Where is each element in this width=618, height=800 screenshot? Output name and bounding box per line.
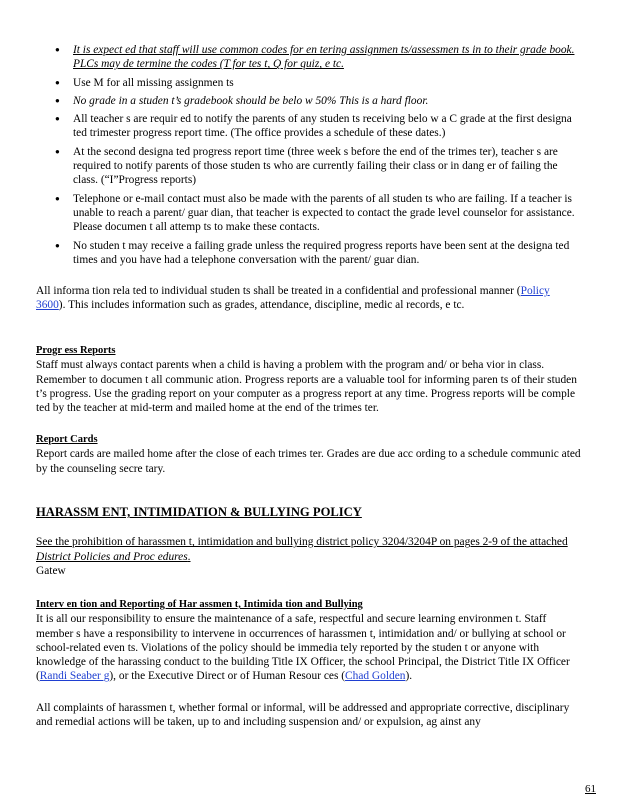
failing-grade-text: No studen t may receive a failing grade unless the required progress reports have been sent at the designa ted times and you have had a telephone conversation with the parent/ guar dian.	[73, 239, 570, 266]
harassment-heading: HARASSM ENT, INTIMIDATION & BULLYING POLICY	[36, 505, 362, 519]
report-cards-section	[36, 433, 581, 476]
page-number: 61	[585, 783, 596, 795]
harassment-section	[36, 505, 581, 578]
report-cards-body: Report cards are mailed home after the close of each trimes ter. Grades are due acc ording to a schedule communic ated by the counseling secre tary.	[36, 448, 581, 475]
chad-golden-link[interactable]: Chad Golden	[345, 670, 406, 683]
first-progress-text: All teacher s are requir ed to notify the parents of any studen ts receiving belo w a C grade at the first designa ted trimester progress report time. (The office provides a schedule of these dates.)	[73, 113, 572, 140]
grade-floor-text: No grade in a studen t’s gradebook should be belo w 50% This is a hard floor.	[73, 94, 429, 107]
grading-policy-list	[55, 43, 585, 271]
randi-seaberg-link[interactable]: Randi Seaber g	[39, 670, 110, 683]
progress-reports-heading: Progr ess Reports	[36, 345, 116, 356]
gatew-text: Gatew	[36, 564, 66, 577]
list-item	[55, 76, 585, 90]
list-item	[55, 43, 585, 72]
confidentiality-paragraph: All informa tion rela ted to individual studen ts shall be treated in a confidential and professional manner (Policy 3600). This includes information such as grades, attendance, discipline, medic al records, e tc.	[36, 285, 550, 312]
list-item	[55, 112, 585, 141]
report-cards-heading: Report Cards	[36, 434, 98, 445]
list-item	[55, 94, 585, 108]
policy-3600-link[interactable]: Policy 3600	[36, 285, 550, 312]
intervention-heading: Interv en tion and Reporting of Har assmen t, Intimida tion and Bullying	[36, 599, 363, 610]
intervention-section	[36, 598, 581, 684]
list-item	[55, 239, 585, 268]
list-item	[55, 145, 585, 188]
contact-parents-text: Telephone or e-mail contact must also be made with the parents of all studen ts who are failing. If a teacher is unable to reach a parent/ guar dian, that teacher is expected to contact the grade level counselor for assistance. Please documen t all attemp ts to make these contacts.	[73, 192, 575, 234]
intervention-body: It is all our responsibility to ensure the maintenance of a safe, respectful and secure learning environmen t. Staff member s have a responsibility to intervene in occurrences of harassmen t, intimidation and/ or bullying at school or school-related even ts. Violations of the policy should be immedia tely reported by the studen t or anyone with knowledge of the harassing conduct to the building Title IX Officer, the school Principal, the District Title IX Officer (Randi Seaber g), or the Executive Direct or of Human Resour ces (Chad Golden).	[36, 613, 570, 683]
harassment-see-text: See the prohibition of harassmen t, intimidation and bullying district policy 3204/3204P on pages 2-9 of the attached District Policies and Proc edures.	[36, 536, 568, 563]
progress-reports-section	[36, 344, 581, 415]
complaints-paragraph: All complaints of harassmen t, whether formal or informal, will be addressed and appropriate corrective, disciplinary and remedial actions will be taken, up to and including suspension and/ or expulsion, ag ainst any	[36, 702, 570, 729]
missing-assignments-text: Use M for all missing assignmen ts	[73, 76, 234, 89]
list-item	[55, 192, 585, 235]
second-progress-text: At the second designa ted progress report time (three week s before the end of the trimes ter), teacher s are required to notify parents of those studen ts who are currently failing their class or in dang er of failing the class. (“I”Progress reports)	[73, 145, 558, 187]
progress-reports-body: Staff must always contact parents when a child is having a problem with the program and/ or beha vior in class. Remember to documen t all communic ation. Progress reports are a valuable tool for informing paren ts of their studen t’s progress. Use the grading report on your computer as a progress report at any time. Progress reports will be comple ted by the teacher at mid-term and mailed home at the end of the trimes ter.	[36, 359, 577, 415]
common-codes-text: It is expect ed that staff will use common codes for en tering assignmen ts/assessmen ts in to their grade book. PLCs may de termine the codes (T for tes t, Q for quiz, e tc.	[73, 44, 575, 71]
